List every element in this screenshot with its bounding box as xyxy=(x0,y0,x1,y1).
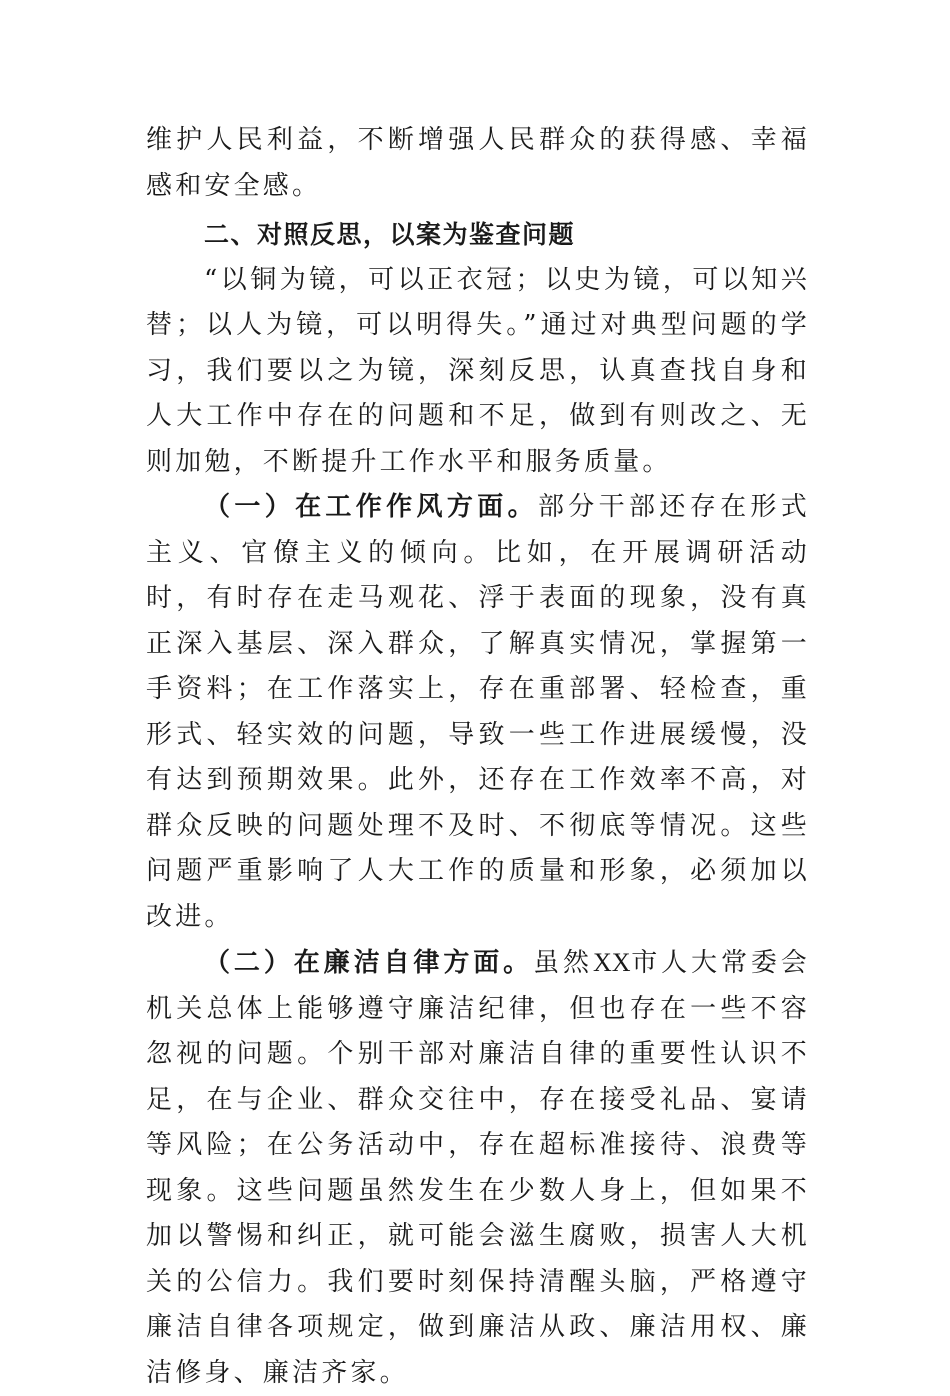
paragraph-continuation: 维护人民利益，不断增强人民群众的获得感、幸福感和安全感。 xyxy=(146,125,810,201)
subheading-integrity: （二）在廉洁自律方面。 xyxy=(204,948,534,978)
paragraph-quote: “以铜为镜，可以正衣冠；以史为镜，可以知兴替；以人为镜，可以明得失。”通过对典型问题的学习，我们要以之为镜，深刻反思，认真查找自身和人大工作中存在的问题和不足，做到有则改之、无则加勉，不断提升工作水平和服务质量。 xyxy=(146,264,810,477)
paragraph-work-style-body: 部分干部还存在形式主义、官僚主义的倾向。比如，在开展调研活动时，有时存在走马观花、浮于表面的现象，没有真正深入基层、深入群众，了解真实情况，掌握第一手资料；在工作落实上，存在重部署、轻检查，重形式、轻实效的问题，导致一些工作进展缓慢，没有达到预期效果。此外，还存在工作效率不高，对群众反映的问题处理不及时、不彻底等情况。这些问题严重影响了人大工作的质量和形象，必须加以改进。 xyxy=(146,492,810,932)
section-heading: 二、对照反思，以案为鉴查问题 xyxy=(204,220,576,249)
paragraph-integrity xyxy=(146,940,810,1396)
paragraph-integrity-body-a: 虽然 xyxy=(533,948,593,978)
paragraph-work-style xyxy=(146,485,810,940)
paragraph-integrity-body-b: 市人大常委会机关总体上能够遵守廉洁纪律，但也存在一些不容忽视的问题。个别干部对廉洁自律的重要性认识不足，在与企业、群众交往中，存在接受礼品、宴请等风险；在公务活动中，存在超标准接待、浪费等现象。这些问题虽然发生在少数人身上，但如果不加以警惕和纠正，就可能会滋生腐败，损害人大机关的公信力。我们要时刻保持清醒头脑，严格遵守廉洁自律各项规定，做到廉洁从政、廉洁用权、廉洁修身、廉洁齐家。 xyxy=(146,948,811,1388)
document-body xyxy=(146,118,810,1396)
subheading-work-style: （一）在工作作风方面。 xyxy=(204,492,538,522)
placeholder-xx: XX xyxy=(592,948,631,977)
